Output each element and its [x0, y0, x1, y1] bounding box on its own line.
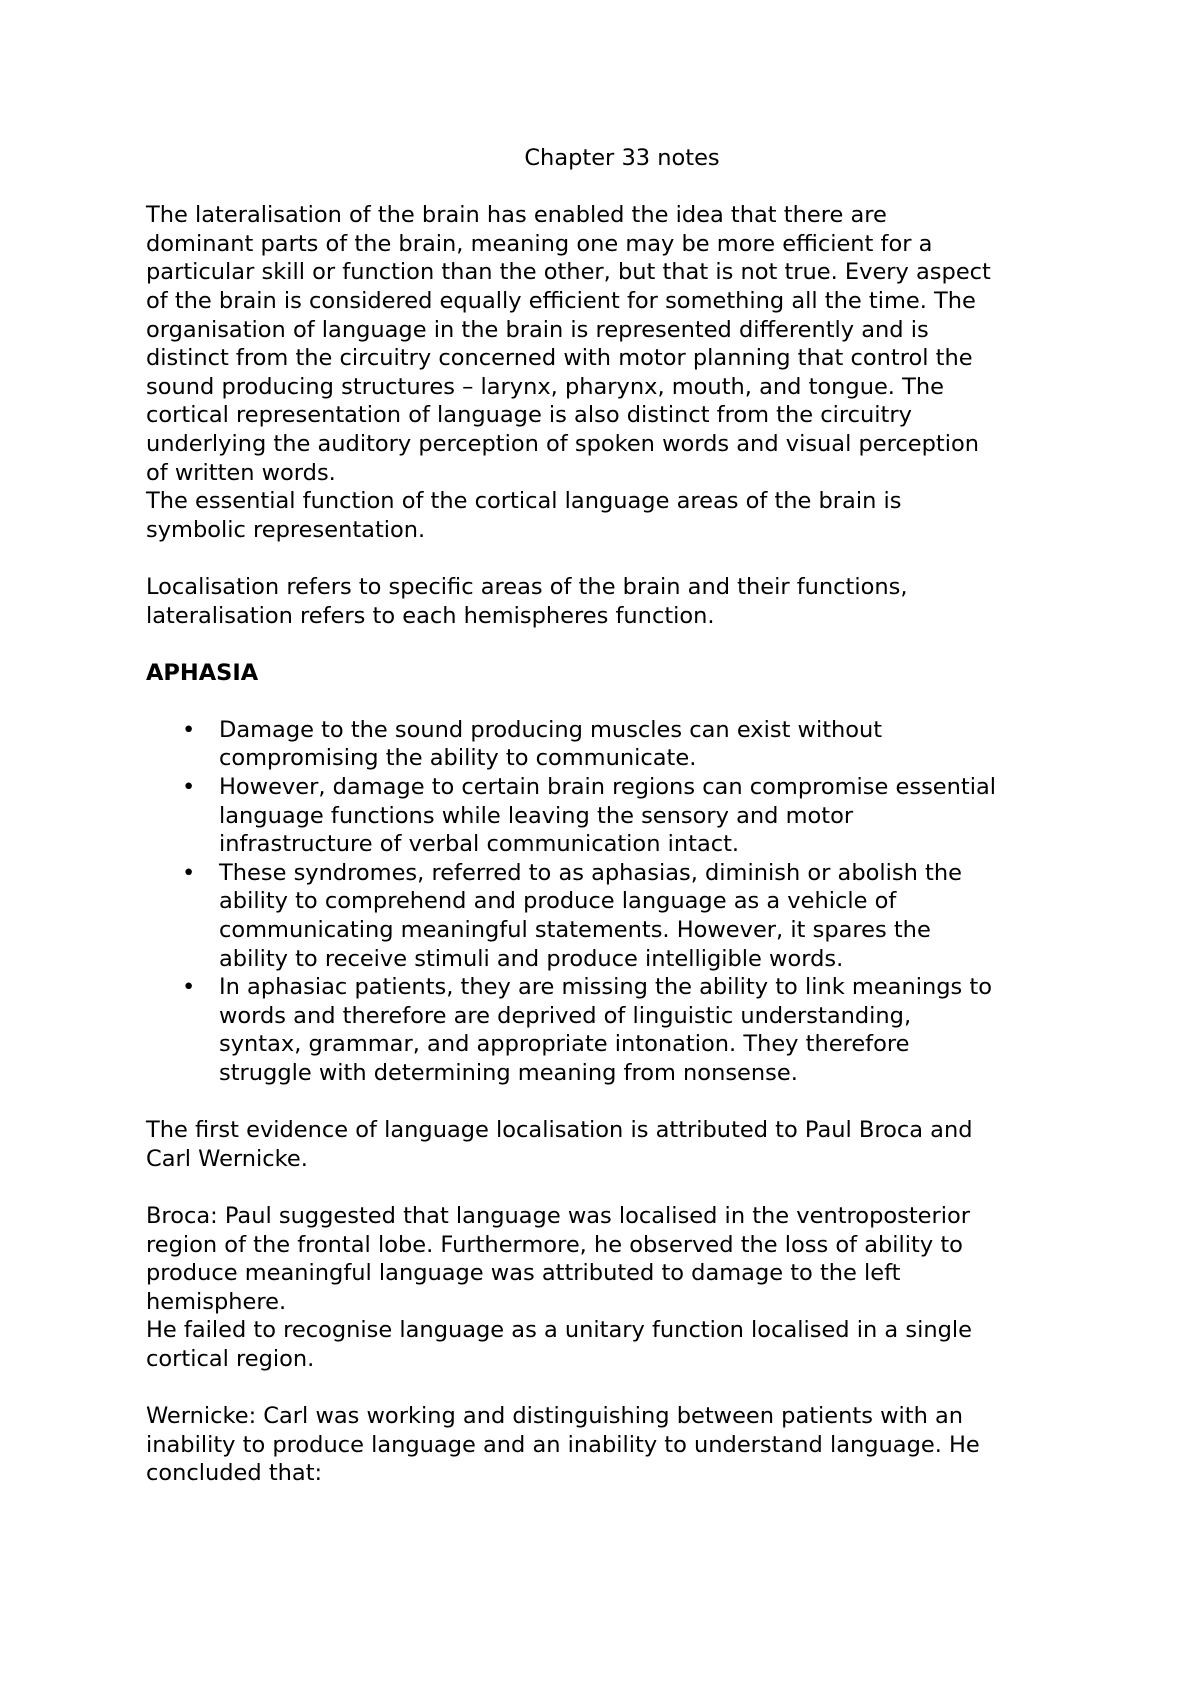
intro-summary-paragraph: The essential function of the cortical language areas of the brain is symbolic representation.: [146, 488, 902, 543]
wernicke-paragraph: Wernicke: Carl was working and distinguishing between patients with an inability to produce language and an inability to understand language. He concluded that:: [146, 1403, 980, 1487]
document-page: [146, 144, 1086, 1488]
aphasia-bullet-list: [146, 716, 1086, 1088]
list-item-text: These syndromes, referred to as aphasias, diminish or abolish the ability to comprehend and produce language as a vehicle of communicating meaningful statements. However, it spares the ability to receive stimuli and produce intelligible words.: [219, 859, 962, 972]
bullet-icon: •: [182, 974, 196, 1001]
broca-paragraph: Broca: Paul suggested that language was localised in the ventroposterior region of the frontal lobe. Furthermore, he observed the loss of ability to produce meaningful language was attributed to damage to the left hemisphere.: [146, 1202, 971, 1315]
spacer: [146, 630, 1086, 659]
list-item-text: Damage to the sound producing muscles can exist without compromising the ability to communicate.: [219, 716, 883, 772]
spacer: [146, 1173, 1086, 1202]
first-evidence-paragraph: The first evidence of language localisation is attributed to Paul Broca and Carl Wernicke.: [146, 1117, 973, 1172]
list-item: [146, 859, 1086, 973]
list-item-text: However, damage to certain brain regions can compromise essential language functions while leaving the sensory and motor infrastructure of verbal communication intact.: [219, 774, 997, 858]
list-item-text: In aphasiac patients, they are missing the ability to link meanings to words and therefore are deprived of linguistic understanding, syntax, grammar, and appropriate intonation. They therefore struggle with determining meaning from nonsense.: [219, 974, 992, 1086]
spacer: [146, 687, 1086, 716]
spacer: [146, 1374, 1086, 1403]
aphasia-heading: APHASIA: [146, 659, 259, 686]
list-item: [146, 716, 1086, 773]
intro-paragraph: The lateralisation of the brain has enabled the idea that there are dominant parts of the brain, meaning one may be more efficient for a particular skill or function than the other, but that is not true. Every aspect of the brain is considered equally efficient for something all the time. The organisation of language in the brain is represented differently and is distinct from the circuitry concerned with motor planning that control the sound producing structures – larynx, pharynx, mouth, and tongue. The cortical representation of language is also distinct from the circuitry underlying the auditory perception of spoken words and visual perception of written words.: [146, 202, 991, 486]
bullet-icon: •: [182, 774, 196, 801]
document-title: Chapter 33 notes: [524, 145, 720, 171]
list-item: [146, 773, 1086, 859]
spacer: [146, 1088, 1086, 1117]
spacer: [146, 173, 1086, 202]
bullet-icon: •: [182, 716, 196, 743]
localisation-paragraph: Localisation refers to specific areas of the brain and their functions, lateralisation refers to each hemispheres function.: [146, 573, 908, 629]
spacer: [146, 544, 1086, 573]
bullet-icon: •: [182, 859, 196, 886]
list-item: [146, 973, 1086, 1087]
broca-followup-paragraph: He failed to recognise language as a unitary function localised in a single cortical region.: [146, 1317, 972, 1372]
